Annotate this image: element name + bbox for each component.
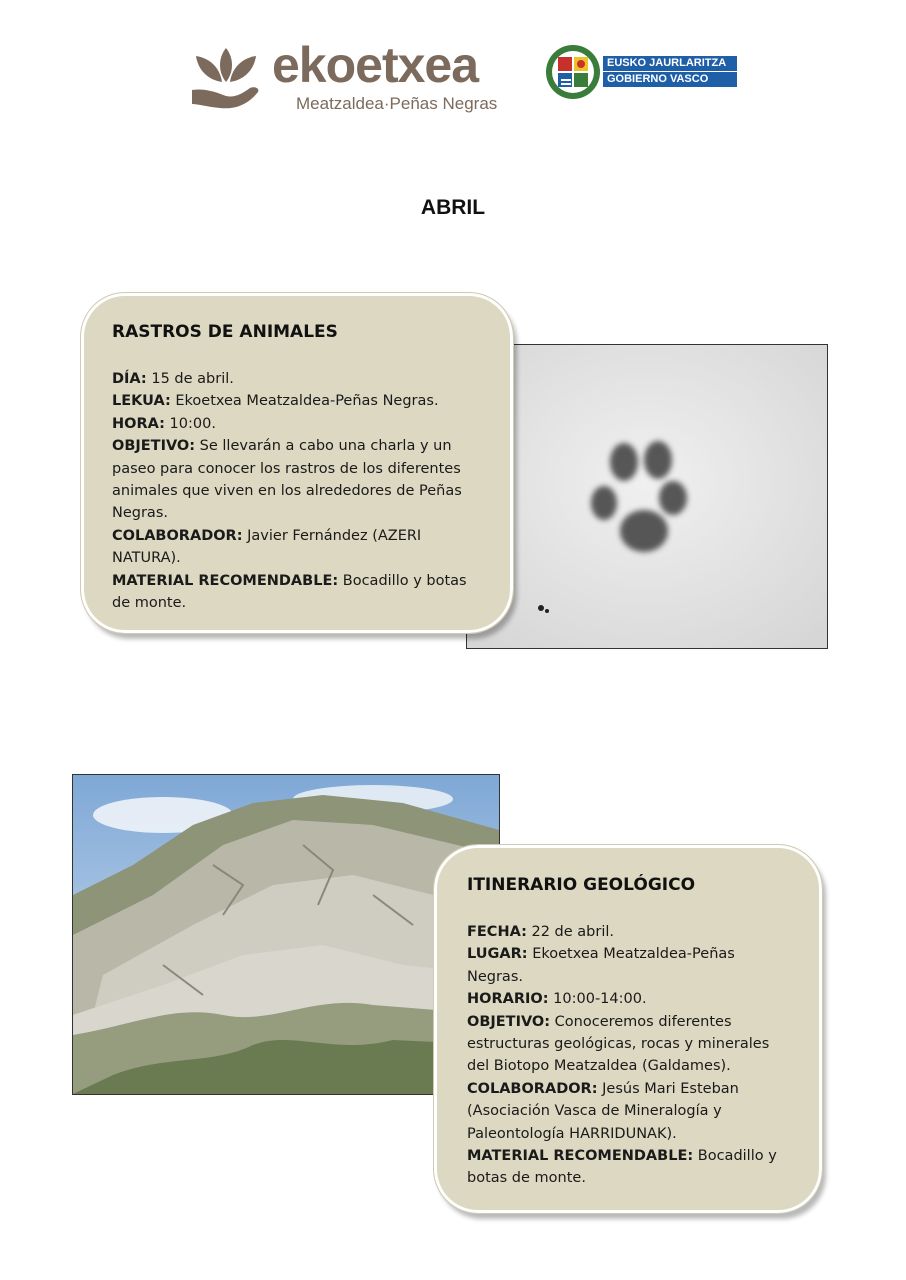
month-title: ABRIL (420, 196, 486, 219)
ekoetxea-logo (190, 37, 510, 116)
gov-line2: GOBIERNO VASCO (607, 73, 709, 85)
event-card-rastros (81, 293, 513, 633)
event-field-lekua (112, 390, 482, 412)
brand-name: ekoetxea (272, 37, 479, 93)
sprout-hand-icon (190, 42, 266, 114)
field-label: MATERIAL RECOMENDABLE: (467, 1148, 694, 1165)
gov-line1: EUSKO JAURLARITZA (607, 57, 727, 69)
field-value: Ekoetxea Meatzaldea-Peñas Negras. (467, 946, 735, 985)
field-label: OBJETIVO: (112, 438, 196, 455)
field-value: 10:00-14:00. (548, 991, 647, 1008)
field-label: LUGAR: (467, 946, 528, 963)
field-value: Conoceremos diferentes estructuras geológicas, rocas y minerales del Biotopo Meatzaldea (Galdames). (467, 1013, 770, 1075)
field-value: Bocadillo y botas de monte. (467, 1148, 777, 1187)
field-value: Se llevarán a cabo una charla y un paseo para conocer los rastros de los diferentes animales que viven en los alrededores de Peñas Negras. (112, 438, 462, 522)
field-label: COLABORADOR: (112, 527, 243, 544)
gov-line1-band (603, 56, 737, 71)
event-field-colaborador (112, 525, 482, 570)
event-title: ITINERARIO GEOLÓGICO (467, 875, 696, 895)
field-value: 22 de abril. (526, 924, 615, 940)
event-details (112, 368, 482, 614)
field-label: MATERIAL RECOMENDABLE: (112, 572, 339, 589)
field-value: 10:00. (164, 415, 216, 432)
coat-of-arms-icon (545, 44, 601, 100)
brand-subtitle: Meatzaldea·Peñas Negras (296, 94, 498, 113)
gobierno-vasco-logo (545, 44, 739, 100)
field-value: Bocadillo y botas de monte. (112, 572, 467, 612)
event-field-hora (112, 413, 482, 435)
event-field-fecha (467, 921, 789, 943)
event-card-itinerario (434, 845, 822, 1213)
field-label: OBJETIVO: (467, 1013, 551, 1030)
event-field-horario (467, 988, 789, 1010)
event-field-objetivo (467, 1011, 789, 1078)
event-field-lugar (467, 943, 789, 988)
field-label: FECHA: (467, 924, 527, 940)
field-value: Jesús Mari Esteban (Asociación Vasca de Mineralogía y Paleontología HARRIDUNAK). (467, 1080, 739, 1142)
field-label: DÍA: (112, 371, 147, 387)
field-value: 15 de abril. (146, 371, 234, 387)
field-value: Ekoetxea Meatzaldea-Peñas Negras. (170, 393, 439, 410)
field-label: HORA: (112, 415, 165, 432)
event-field-dia (112, 368, 482, 390)
event-title: RASTROS DE ANIMALES (112, 322, 338, 342)
event-details (467, 921, 789, 1190)
event-field-objetivo (112, 435, 482, 525)
field-value: Javier Fernández (AZERI NATURA). (112, 527, 422, 567)
gov-line2-band (603, 72, 737, 87)
field-label: LEKUA: (112, 393, 171, 410)
pawprint-photo (466, 344, 828, 649)
event-field-material (112, 570, 482, 615)
field-label: HORARIO: (467, 991, 549, 1008)
event-field-colaborador (467, 1078, 789, 1145)
event-field-material (467, 1145, 789, 1190)
field-label: COLABORADOR: (467, 1080, 598, 1097)
